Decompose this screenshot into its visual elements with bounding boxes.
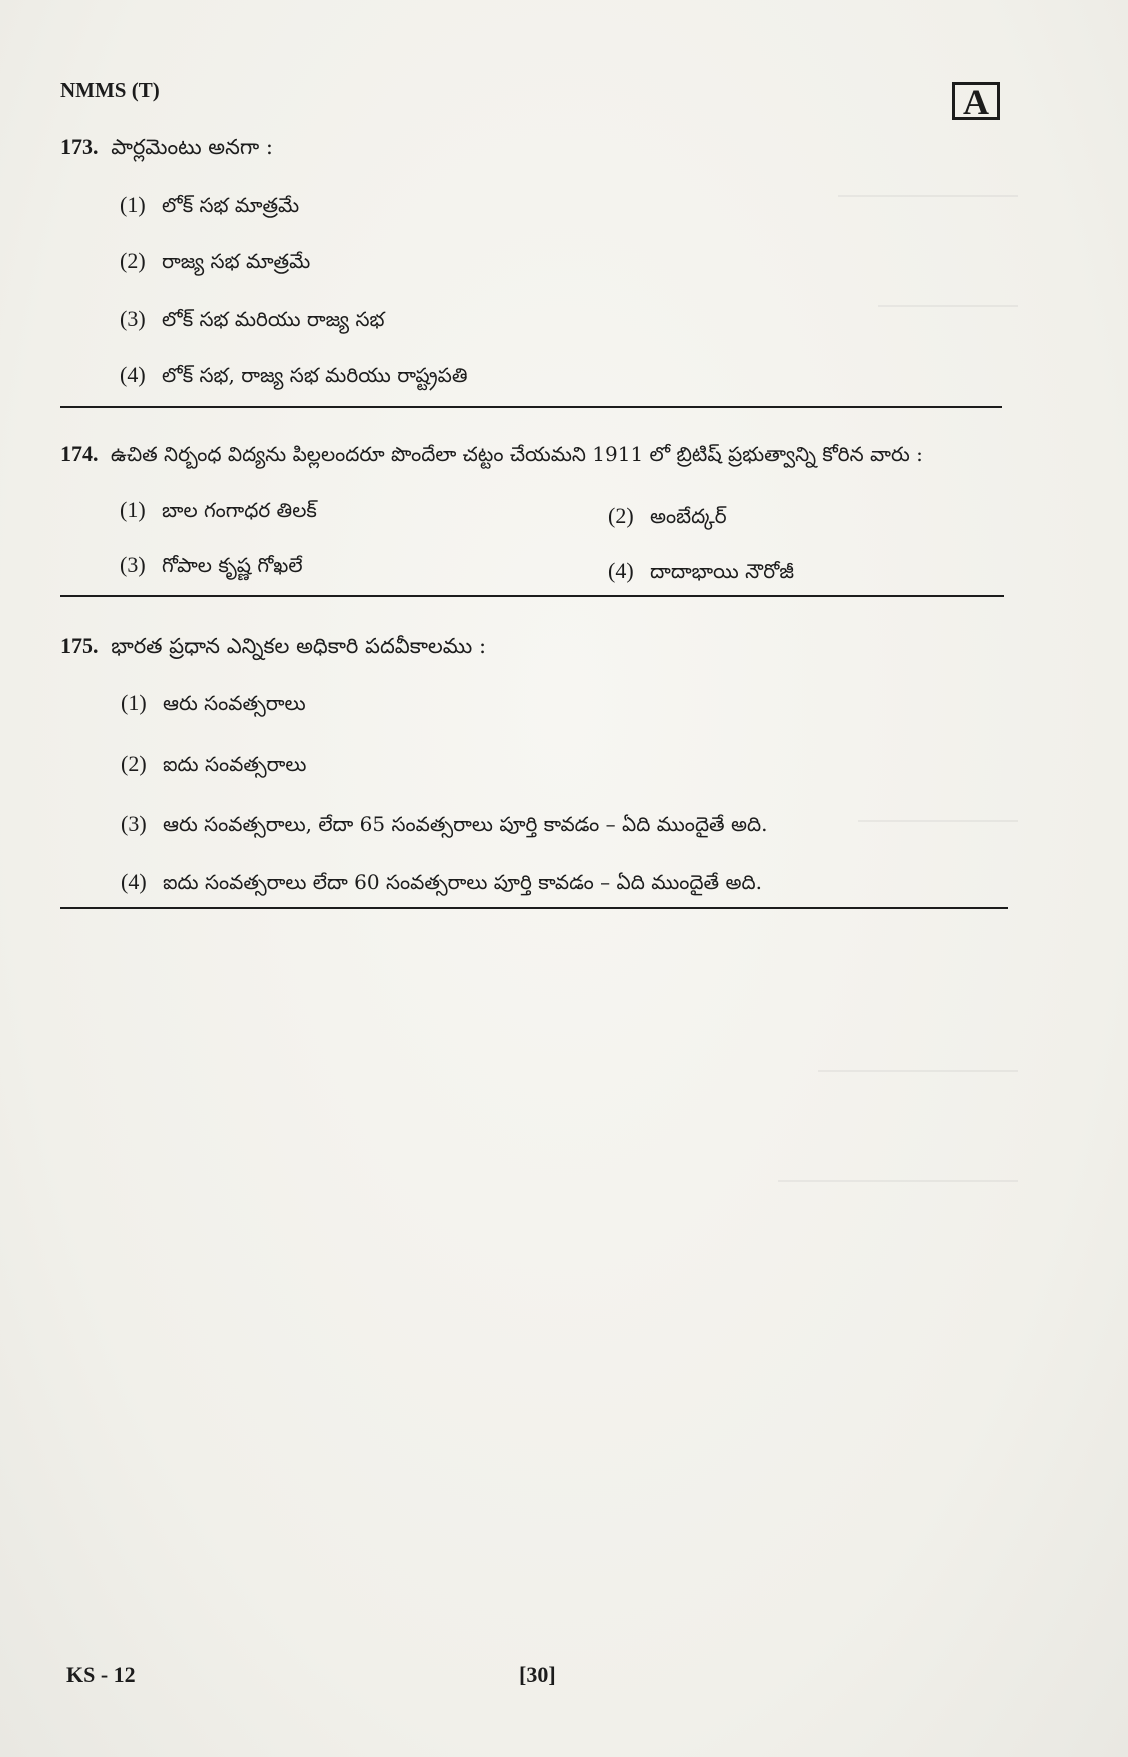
set-letter-box: A: [952, 82, 1000, 120]
option-173-1: [120, 191, 299, 219]
option-text: బాల గంగాధర తిలక్: [162, 498, 317, 522]
question-number: 175.: [60, 633, 99, 658]
option-175-1: [121, 689, 306, 717]
option-text: ఆరు సంవత్సరాలు, లేదా 65 సంవత్సరాలు పూర్తి కావడం – ఏది ముందైతే అది.: [163, 812, 768, 836]
option-number: (2): [120, 248, 146, 273]
question-number: 173.: [60, 134, 99, 159]
question-text: ఉచిత నిర్బంధ విద్యను పిల్లలందరూ పొందేలా చట్టం చేయమని 1911 లో బ్రిటిష్ ప్రభుత్వాన్ని కోరిన వారు :: [110, 442, 923, 466]
show-through-mark: [878, 305, 1018, 307]
option-number: (4): [121, 869, 147, 894]
option-text: లోక్ సభ మాత్రమే: [162, 193, 300, 217]
option-number: (1): [120, 497, 146, 522]
option-number: (1): [120, 192, 146, 217]
option-number: (3): [120, 552, 146, 577]
option-text: ఐదు సంవత్సరాలు: [163, 752, 307, 776]
option-174-1: [120, 496, 317, 524]
option-text: గోపాల కృష్ణ గోఖలే: [162, 553, 303, 577]
option-text: అంబేద్కర్: [650, 504, 727, 528]
option-173-4: [120, 361, 468, 389]
booklet-code: KS - 12: [66, 1662, 136, 1687]
divider: [60, 907, 1008, 909]
show-through-mark: [778, 1180, 1018, 1182]
option-text: లోక్ సభ మరియు రాజ్య సభ: [162, 307, 385, 331]
option-174-2: [608, 502, 727, 530]
question-text: పార్లమెంటు అనగా :: [111, 135, 273, 159]
option-175-4: [121, 868, 762, 896]
option-text: లోక్ సభ, రాజ్య సభ మరియు రాష్ట్రపతి: [162, 363, 468, 387]
option-text: ఆరు సంవత్సరాలు: [163, 691, 306, 715]
show-through-mark: [858, 820, 1018, 822]
option-number: (4): [120, 362, 146, 387]
option-175-2: [121, 750, 306, 778]
option-175-3: [121, 810, 767, 838]
option-number: (3): [121, 811, 147, 836]
question-175: [60, 632, 1004, 660]
option-text: రాజ్య సభ మాత్రమే: [162, 249, 311, 273]
question-number: 174.: [60, 441, 99, 466]
question-174: [60, 440, 1004, 468]
option-number: (3): [120, 306, 146, 331]
option-174-4: [608, 557, 794, 585]
divider: [60, 595, 1004, 597]
show-through-mark: [838, 195, 1018, 197]
option-number: (2): [121, 751, 147, 776]
page-number: [30]: [519, 1662, 556, 1687]
question-173: [60, 133, 1004, 161]
option-text: ఐదు సంవత్సరాలు లేదా 60 సంవత్సరాలు పూర్తి కావడం – ఏది ముందైతే అది.: [163, 870, 762, 894]
option-173-3: [120, 305, 385, 333]
option-number: (1): [121, 690, 147, 715]
exam-code: NMMS (T): [60, 78, 160, 102]
option-number: (2): [608, 503, 634, 528]
option-number: (4): [608, 558, 634, 583]
option-174-3: [120, 551, 303, 579]
divider: [60, 406, 1002, 408]
show-through-mark: [818, 1070, 1018, 1072]
option-173-2: [120, 247, 310, 275]
option-text: దాదాభాయి నౌరోజీ: [650, 559, 794, 583]
question-text: భారత ప్రధాన ఎన్నికల అధికారి పదవీకాలము :: [111, 634, 487, 658]
